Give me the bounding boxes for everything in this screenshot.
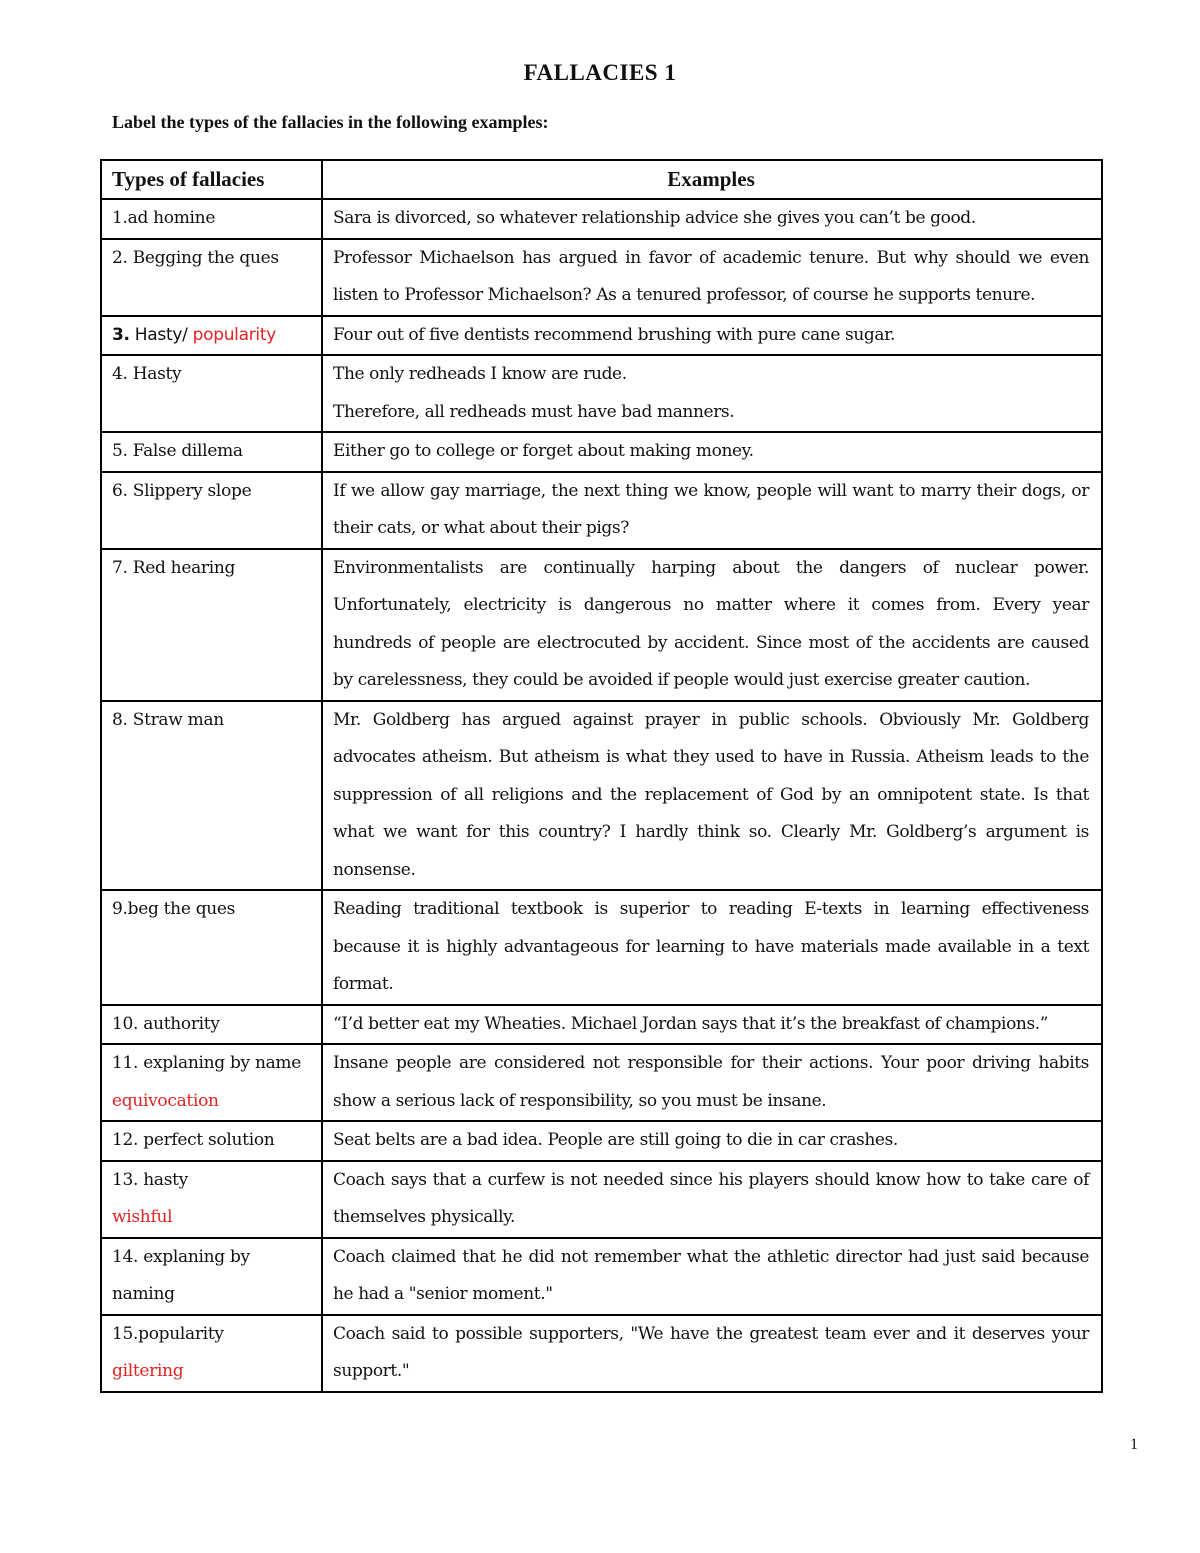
table-header-row: [101, 160, 1102, 199]
fallacy-answer: wishful: [112, 1207, 173, 1227]
table-row: [101, 1238, 1102, 1315]
fallacy-example: Insane people are considered not responsible for their actions. Your poor driving habits show a serious lack of responsibility, so you must be insane.: [322, 1044, 1102, 1121]
header-examples: Examples: [322, 160, 1102, 199]
example-line: The only redheads I know are rude.: [333, 364, 627, 384]
fallacy-type: [101, 316, 322, 356]
fallacy-example: Four out of five dentists recommend brushing with pure cane sugar.: [322, 316, 1102, 356]
fallacy-type: 6. Slippery slope: [101, 472, 322, 549]
fallacy-type: 1.ad homine: [101, 199, 322, 239]
fallacy-example: Either go to college or forget about making money.: [322, 432, 1102, 472]
fallacy-example: Reading traditional textbook is superior to reading E-texts in learning effectiveness because it is highly advantageous for learning to have materials made available in a text format.: [322, 890, 1102, 1005]
fallacy-example: “I’d better eat my Wheaties. Michael Jordan says that it’s the breakfast of champions.”: [322, 1005, 1102, 1045]
fallacy-type: [101, 1161, 322, 1238]
table-row: [101, 1121, 1102, 1161]
table-row: [101, 432, 1102, 472]
fallacy-example: Professor Michaelson has argued in favor of academic tenure. But why should we even listen to Professor Michaelson? As a tenured professor, of course he supports tenure.: [322, 239, 1102, 316]
fallacy-example: [322, 355, 1102, 432]
fallacy-type: [101, 1315, 322, 1392]
fallacy-example: Coach said to possible supporters, "We have the greatest team ever and it deserves your support.": [322, 1315, 1102, 1392]
page-number: 1: [1130, 1436, 1138, 1453]
fallacy-type: 5. False dillema: [101, 432, 322, 472]
fallacies-table: [100, 159, 1103, 1393]
fallacy-type-label: 15.popularity: [112, 1323, 224, 1344]
fallacy-type-label: 13. hasty: [112, 1169, 188, 1190]
fallacy-type-label: 11. explaning by name: [112, 1053, 302, 1073]
page-title: FALLACIES 1: [523, 60, 677, 85]
table-row: [101, 1161, 1102, 1238]
fallacy-type: 7. Red hearing: [101, 549, 322, 701]
fallacy-answer: popularity: [192, 324, 276, 345]
fallacy-example: If we allow gay marriage, the next thing we know, people will want to marry their dogs, or their cats, or what about their pigs?: [322, 472, 1102, 549]
fallacy-type: 12. perfect solution: [101, 1121, 322, 1161]
fallacy-example: Environmentalists are continually harping about the dangers of nuclear power. Unfortunately, electricity is dangerous no matter where it comes from. Every year hundreds of people are electrocuted by accident. Since most of the accidents are caused by carelessness, they could be avoided if people would just exercise greater caution.: [322, 549, 1102, 701]
table-row: [101, 1315, 1102, 1392]
fallacy-type-label: Hasty/: [134, 324, 188, 345]
fallacy-example: Coach says that a curfew is not needed since his players should know how to take care of themselves physically.: [322, 1161, 1102, 1238]
fallacy-type-number: 3.: [112, 324, 130, 345]
instruction-text: Label the types of the fallacies in the following examples:: [112, 112, 549, 132]
fallacy-type: 8. Straw man: [101, 701, 322, 891]
fallacy-type: 14. explaning by naming: [101, 1238, 322, 1315]
fallacy-example: Sara is divorced, so whatever relationship advice she gives you can’t be good.: [322, 199, 1102, 239]
table-row: [101, 1044, 1102, 1121]
table-row: [101, 890, 1102, 1005]
fallacy-answer: equivocation: [112, 1090, 219, 1111]
table-row: [101, 316, 1102, 356]
fallacy-example: Coach claimed that he did not remember what the athletic director had just said because he had a "senior moment.": [322, 1238, 1102, 1315]
header-types: Types of fallacies: [101, 160, 322, 199]
table-row: [101, 199, 1102, 239]
fallacy-type: 10. authority: [101, 1005, 322, 1045]
fallacy-example: Mr. Goldberg has argued against prayer in public schools. Obviously Mr. Goldberg advocates atheism. But atheism is what they used to have in Russia. Atheism leads to the suppression of all religions and the replacement of God by an omnipotent state. Is that what we want for this country? I hardly think so. Clearly Mr. Goldberg’s argument is nonsense.: [322, 701, 1102, 891]
fallacy-type: 4. Hasty: [101, 355, 322, 432]
fallacy-type: 2. Begging the ques: [101, 239, 322, 316]
fallacy-type: [101, 1044, 322, 1121]
table-row: [101, 472, 1102, 549]
table-row: [101, 1005, 1102, 1045]
fallacy-answer: giltering: [112, 1361, 184, 1381]
table-row: [101, 549, 1102, 701]
table-row: [101, 701, 1102, 891]
fallacy-type: 9.beg the ques: [101, 890, 322, 1005]
fallacy-example: Seat belts are a bad idea. People are still going to die in car crashes.: [322, 1121, 1102, 1161]
table-row: [101, 239, 1102, 316]
table-row: [101, 355, 1102, 432]
example-line: Therefore, all redheads must have bad manners.: [333, 401, 735, 422]
